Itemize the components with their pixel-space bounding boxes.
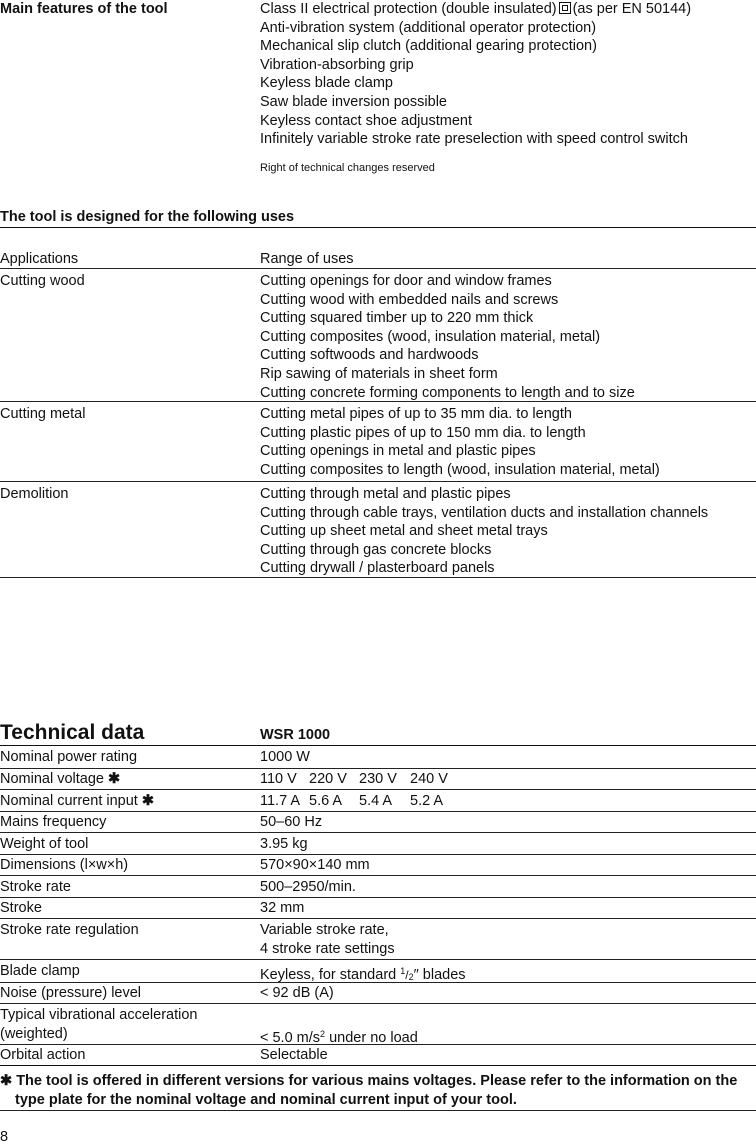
list-item: Cutting wood with embedded nails and screws	[260, 291, 559, 308]
divider	[0, 832, 756, 833]
power-value: 1000 W	[260, 749, 310, 765]
voltage-value: 220 V	[309, 771, 347, 787]
regulation-value: Variable stroke rate,	[260, 922, 389, 938]
footnote: type plate for the nominal voltage and nominal current input of your tool.	[15, 1091, 517, 1108]
dimensions-label: Dimensions (l×w×h)	[0, 857, 129, 873]
exponent: 2	[320, 1028, 326, 1039]
list-item: Rip sawing of materials in sheet form	[260, 366, 498, 382]
list-item: Cutting softwoods and hardwoods	[260, 347, 479, 364]
clamp-suffix: ″ blades	[413, 967, 466, 983]
page-number: 8	[0, 1129, 9, 1145]
divider	[0, 1065, 756, 1066]
divider	[0, 897, 756, 898]
frequency-value: 50–60 Hz	[260, 814, 323, 830]
fraction-numerator: 1	[400, 966, 406, 976]
fraction-slash: /	[405, 968, 409, 982]
feature-text: Class II electrical protection (double insulated)	[260, 1, 557, 17]
list-item: Cutting up sheet metal and sheet metal trays	[260, 523, 548, 540]
power-label: Nominal power rating	[0, 749, 138, 765]
list-item: Cutting concrete forming components to length and to size	[260, 384, 635, 401]
voltage-value: 110 V	[260, 771, 297, 787]
weight-label: Weight of tool	[0, 836, 89, 852]
regulation-label: Stroke rate regulation	[0, 922, 139, 938]
application-demolition: Demolition	[0, 486, 69, 502]
features-heading: Main features of the tool	[0, 1, 168, 17]
divider	[0, 577, 756, 578]
features-item: Anti-vibration system (additional operator protection)	[260, 19, 597, 36]
divider	[0, 745, 756, 746]
list-item: Cutting metal pipes of up to 35 mm dia. to length	[260, 406, 572, 422]
list-item: Cutting through gas concrete blocks	[260, 541, 492, 558]
vibration-text: < 5.0 m/s	[260, 1029, 321, 1046]
divider	[0, 481, 756, 482]
voltage-value: 240 V	[410, 771, 448, 787]
double-insulated-icon	[559, 2, 571, 14]
frequency-label: Mains frequency	[0, 814, 107, 830]
range-header: Range of uses	[260, 251, 354, 267]
features-item: Saw blade inversion possible	[260, 94, 447, 110]
voltage-label	[0, 770, 120, 789]
asterisk-icon: ✱	[108, 771, 121, 787]
list-item: Cutting drywall / plasterboard panels	[260, 560, 495, 577]
list-item: Cutting openings in metal and plastic pipes	[260, 443, 536, 460]
vibration-suffix: under no load	[329, 1029, 418, 1046]
clamp-text: Keyless, for standard	[260, 967, 397, 983]
divider	[0, 401, 756, 402]
stroke-rate-label: Stroke rate	[0, 879, 71, 895]
application-cutting-metal: Cutting metal	[0, 406, 86, 422]
features-item: Keyless blade clamp	[260, 75, 393, 92]
voltage-label-text: Nominal voltage	[0, 771, 104, 787]
vibration-label: (weighted)	[0, 1025, 68, 1042]
feature-standard: (as per EN 50144)	[572, 1, 692, 17]
divider	[0, 918, 756, 919]
applications-header: Applications	[0, 251, 79, 267]
noise-value: < 92 dB (A)	[260, 985, 334, 1001]
current-value: 5.6 A	[309, 793, 343, 809]
current-label-text: Nominal current input	[0, 793, 138, 809]
features-item	[260, 0, 691, 19]
divider	[0, 789, 756, 790]
regulation-value: 4 stroke rate settings	[260, 940, 395, 957]
changes-note: Right of technical changes reserved	[260, 162, 435, 174]
divider	[0, 875, 756, 876]
divider	[0, 811, 756, 812]
list-item: Cutting plastic pipes of up to 150 mm dia. to length	[260, 424, 586, 441]
divider	[0, 982, 756, 983]
tech-heading: Technical data	[0, 721, 145, 744]
dimensions-value: 570×90×140 mm	[260, 857, 370, 873]
divider	[0, 227, 756, 228]
divider	[0, 854, 756, 855]
application-cutting-wood: Cutting wood	[0, 273, 85, 289]
list-item: Cutting composites to length (wood, insulation material, metal)	[260, 461, 660, 478]
divider	[0, 1110, 756, 1111]
footnote-text: The tool is offered in different versions for various mains voltages. Please refer to the information on the	[16, 1073, 738, 1089]
orbital-value: Selectable	[260, 1047, 328, 1063]
stroke-label: Stroke	[0, 900, 42, 916]
vibration-label: Typical vibrational acceleration	[0, 1007, 198, 1023]
list-item: Cutting through cable trays, ventilation ducts and installation channels	[260, 504, 709, 521]
list-item: Cutting composites (wood, insulation material, metal)	[260, 328, 601, 345]
features-item: Infinitely variable stroke rate preselection with speed control switch	[260, 131, 688, 148]
asterisk-icon: ✱	[0, 1073, 13, 1089]
list-item: Cutting through metal and plastic pipes	[260, 486, 511, 502]
model-name: WSR 1000	[260, 727, 331, 743]
list-item: Cutting squared timber up to 220 mm thick	[260, 310, 534, 327]
stroke-value: 32 mm	[260, 900, 305, 916]
voltage-value: 230 V	[359, 771, 397, 787]
noise-label: Noise (pressure) level	[0, 985, 142, 1001]
features-item: Keyless contact shoe adjustment	[260, 112, 472, 129]
list-item: Cutting openings for door and window frames	[260, 273, 552, 289]
divider	[0, 959, 756, 960]
stroke-rate-value: 500–2950/min.	[260, 879, 356, 895]
features-item: Mechanical slip clutch (additional gearing protection)	[260, 38, 597, 55]
current-value: 5.2 A	[410, 793, 444, 809]
weight-value: 3.95 kg	[260, 836, 308, 852]
current-label	[0, 792, 154, 811]
fraction-denominator: 2	[408, 972, 414, 982]
uses-heading: The tool is designed for the following uses	[0, 209, 295, 225]
current-value: 5.4 A	[359, 793, 393, 809]
asterisk-icon: ✱	[141, 793, 155, 809]
divider	[0, 268, 756, 269]
orbital-label: Orbital action	[0, 1047, 86, 1063]
divider	[0, 1003, 756, 1004]
divider	[0, 768, 756, 769]
divider	[0, 1044, 756, 1045]
clamp-label: Blade clamp	[0, 963, 80, 979]
current-value: 11.7 A	[260, 793, 301, 809]
features-item: Vibration-absorbing grip	[260, 56, 414, 73]
footnote	[0, 1072, 737, 1091]
